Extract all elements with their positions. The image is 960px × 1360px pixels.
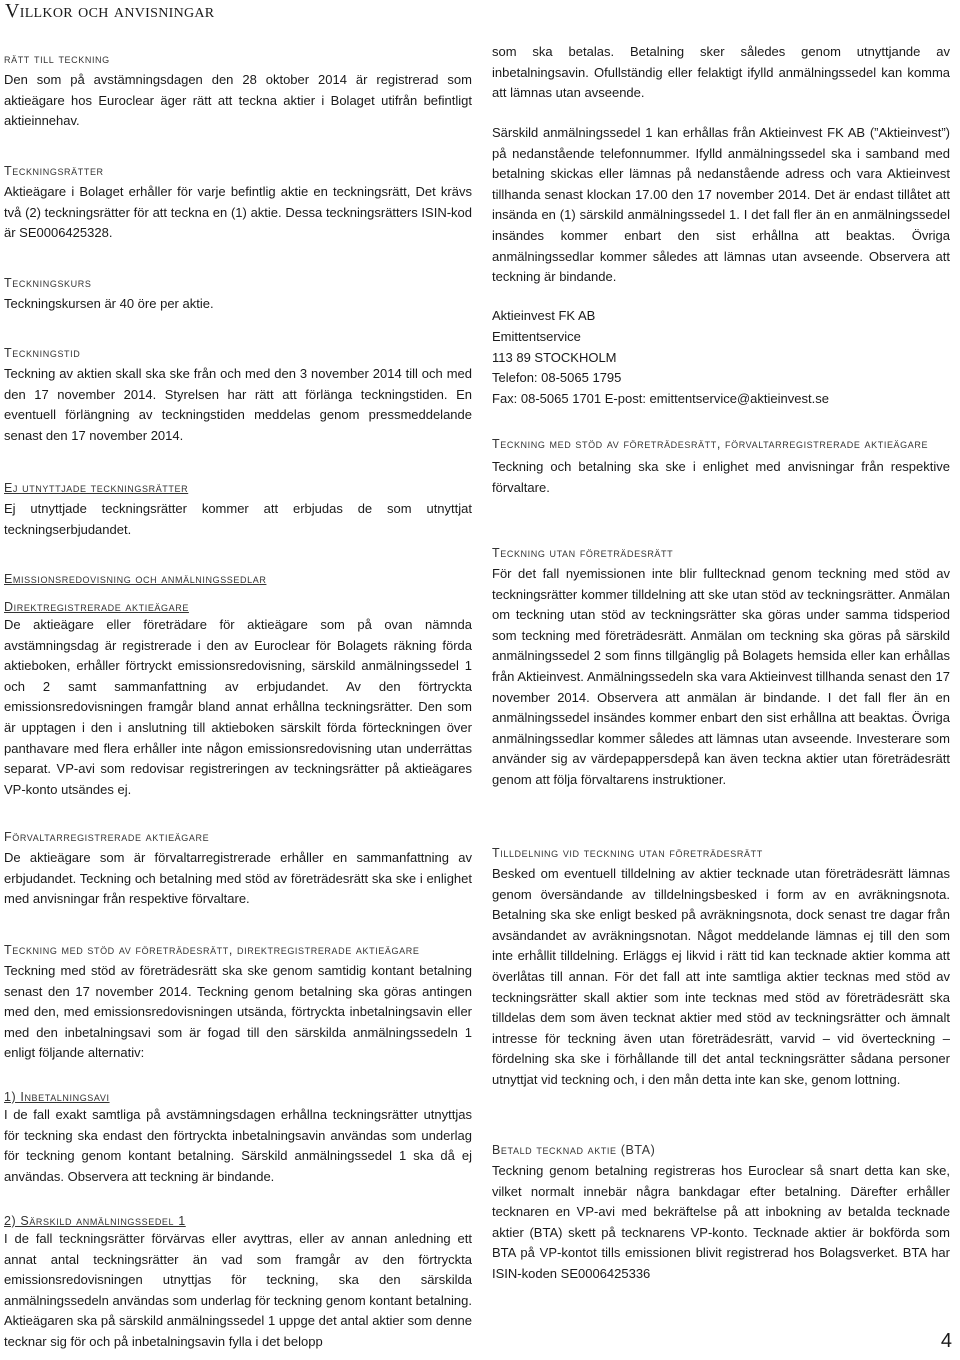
section-text: Teckning av aktien skall ska ske från och med den 3 november 2014 till och med den 17 november 2014. Styrelsen har rätt att förlänga teckningstiden. En eventuell förlängning av teckningstiden meddelas genom pressmeddelande senast den 17 november 2014. bbox=[4, 366, 472, 443]
section-text: De aktieägare som är förvaltarregistrerade erhåller en sammanfattning av erbjudandet. Teckning och betalning med stöd av företrädesrätt ska ske i enlighet med anvisningar från respektive förvaltare. bbox=[4, 850, 472, 907]
section-inbetalningsavi bbox=[4, 1090, 472, 1187]
section-continued bbox=[492, 42, 950, 104]
address-line: 113 89 STOCKHOLM bbox=[492, 349, 617, 365]
section-text: I de fall teckningsrätter förvärvas eller avyttras, eller av annan anledning ett annat antal teckningsrätter än vad som framgår av den förtryckta emissionsredovisningen utnyttjas för teckning, ska den särskilda anmälningssedeln användas som underlag för teckning genom kontant betalning. Aktieägaren ska på särskild anmälningssedel 1 uppge det antal aktier som denne tecknar sig för och på inbetalningsavin fylla i det belopp bbox=[4, 1231, 472, 1349]
section-text: Teckningskursen är 40 öre per aktie. bbox=[4, 296, 214, 311]
section-text: Aktieägare i Bolaget erhåller för varje befintlig aktie en teckningsrätt, Det krävs två (2) teckningsrätter för att teckna en (1) aktie. Dessa teckningsrätters ISIN-kod är SE0006425328. bbox=[4, 184, 472, 241]
section-text: Den som på avstämningsdagen den 28 oktober 2014 är registrerad som aktieägare hos Euroclear äger rätt att teckna aktier i Bolaget utifrån befintligt aktieinnehav. bbox=[4, 72, 472, 129]
section-teckning-direkt bbox=[4, 943, 472, 1064]
section-heading: Tilldelning vid teckning utan företrädesrätt bbox=[492, 846, 763, 860]
page-title: Villkor och anvisningar bbox=[5, 0, 215, 22]
section-sarskild-info bbox=[492, 123, 950, 288]
address-line: Telefon: 08-5065 1795 bbox=[492, 370, 622, 386]
section-ej-utnyttjade bbox=[4, 481, 472, 540]
address-block bbox=[492, 306, 950, 410]
section-heading: Teckningsrätter bbox=[4, 164, 104, 178]
section-teckningsratter bbox=[4, 164, 472, 244]
section-forvaltarregistrerade bbox=[4, 830, 472, 910]
section-text: För det fall nyemissionen inte blir fulltecknad genom teckning med stöd av teckningsrätter kommer tilldelning att ske utan stöd av teckningsrätter. Anmälan om teckning utan stöd av teckningsrätter ska göras under samma tidsperiod som teckning med företrädesrätt. Anmälan om teckning ska göras på särskild anmälningssedel 2 som finns tillgänglig på Bolagets hemsida eller kan erhållas från Aktieinvest. Anmälningssedeln ska vara Aktieinvest tillhanda senast den 17 november 2014. Observera att anmälan är bindande. I det fall fler än en anmälningssedel insändes kommer enbart den sist erhållna att beaktas. Övriga anmälningssedlar kommer således att lämnas utan avseende. Investerare som använder sig av värdepappersdepå kan även teckna aktier utan företrädesrätt genom att följa förvaltarens instruktioner. bbox=[492, 566, 950, 787]
section-heading: Teckning utan företrädesrätt bbox=[492, 546, 674, 560]
section-heading: Teckningstid bbox=[4, 346, 81, 360]
section-text: Teckning och betalning ska ske i enlighet med anvisningar från respektive förvaltare. bbox=[492, 459, 950, 495]
section-sarskild bbox=[4, 1214, 472, 1353]
section-text: Ej utnyttjade teckningsrätter kommer att erbjudas de som utnyttjat teckningserbjudandet. bbox=[4, 501, 472, 537]
section-teckningstid bbox=[4, 346, 472, 446]
section-text: De aktieägare eller företrädare för aktieägare som på ovan nämnda avstämningsdag är registrerade i den av Euroclear för Bolagets räkning förda aktieboken, erhåller förtryckt emissionsredovisning, särskild anmälningssedel 1 och 2 samt sammanfattning av erbjudandet. Av den förtryckta emissionsredovisningen framgår bland annat erhållna teckningsrätter. Den som är upptagen i den i anslutning till aktieboken särskilt förda förteckningen över panthavare med flera erhåller inte någon emissionsredovisning utan underrättas separat. VP-avi som redovisar registreringen av teckningsrätter på aktieägares VP-konto utsändes ej. bbox=[4, 617, 472, 797]
section-teckning-forvaltar bbox=[492, 434, 950, 498]
section-text: Teckning med stöd av företrädesrätt ska ske genom samtidig kontant betalning senast den 17 november 2014. Teckning genom betalning ska göras antingen med den, med emissionsredovisningen utsända, förtryckta inbetalningsavin eller med den inbetalningsavi som är fogad till den särskilda anmälningssedeln 1 enligt följande alternativ: bbox=[4, 963, 472, 1061]
section-heading: Teckningskurs bbox=[4, 276, 92, 290]
address-line: Fax: 08-5065 1701 E-post: emittentservice@aktieinvest.se bbox=[492, 391, 829, 407]
section-emissionsredovisning bbox=[4, 572, 472, 586]
section-heading: Emissionsredovisning och anmälningssedlar bbox=[4, 572, 267, 586]
section-text: Besked om eventuell tilldelning av aktier tecknade utan företrädesrätt lämnas genom översändande av tilldelningsbesked i form av en avräkningsnota. Betalning ska ske enligt besked på avräkningsnota, dock senast tre dagar från avsändandet av avräkningsnotan. Något meddelande lämnas ej till den som inte erhållit tilldelning. Erläggs ej likvid i rätt tid kan tecknade aktier komma att överlåtas till annan. För det fall att inte samtliga aktier tecknas med stöd av teckningsrätter skall aktier som inte tecknas med stöd av företrädesrätt ska tilldelas dem som även tecknat aktier med stöd av teckningsrätter och ämnalt intresse för teckning även utan företrädesrätt, varvid – vid överteckning – fördelning ska ske i förhållande till det antal teckningsrätter sådana personer utnyttjat vid teckning och, i den mån detta inte kan ske, genom lottning. bbox=[492, 866, 950, 1087]
section-heading: Teckning med stöd av företrädesrätt, förvaltarregistrerade aktieägare bbox=[492, 437, 929, 451]
section-tilldelning bbox=[492, 846, 950, 1091]
section-ratt-till-teckning bbox=[4, 52, 472, 132]
section-utan-foretradesratt bbox=[492, 546, 950, 791]
section-text: Särskild anmälningssedel 1 kan erhållas från Aktieinvest FK AB (”Aktieinvest”) på nedanstående telefonnummer. Ifylld anmälningssedel ska i samband med betalning skickas eller lämnas på nedanstående adress och vara Aktieinvest tillhanda senast klockan 17.00 den 17 november 2014. Det är endast tillåtet att insända en (1) särskild anmälningssedel 1. I det fall fler än en anmälningssedel insändes kommer enbart den sist erhållna att beaktas. Övriga anmälningssedlar kommer således att lämnas utan avseende. Observera att teckning är bindande. bbox=[492, 125, 950, 285]
address-line: Aktieinvest FK AB bbox=[492, 308, 596, 323]
address-line: Emittentservice bbox=[492, 328, 581, 344]
section-text: Teckning genom betalning registreras hos Euroclear så snart detta kan ske, vilket normalt innebär några bankdagar efter betalning. Därefter erhåller tecknaren en VP-avi med bekräftelse på att inbokning av betalda tecknade aktier (BTA) skett på tecknarens VP-konto. Tecknade aktier är bokförda som BTA på VP-kontot tills emissionen blivit registrerad hos Bolagsverket. BTA har ISIN-koden SE0006425336 bbox=[492, 1163, 950, 1281]
section-heading: 1) Inbetalningsavi bbox=[4, 1090, 110, 1104]
section-text: I de fall exakt samtliga på avstämningsdagen erhållna teckningsrätter utnyttjas för teckning ska endast den förtryckta inbetalningsavin användas som underlag för teckning genom kontant betalning. Särskild anmälningssedel 1 ska då ej användas. Observera att teckning är bindande. bbox=[4, 1107, 472, 1184]
section-heading: Direktregistrerade aktieägare bbox=[4, 600, 189, 614]
section-bta bbox=[492, 1143, 950, 1285]
section-direktregistrerade bbox=[4, 600, 472, 800]
section-text: som ska betalas. Betalning sker således genom utnyttjande av inbetalningsavin. Ofullständig eller felaktigt ifylld anmälningssedel kan komma att lämnas utan avseende. bbox=[492, 44, 950, 101]
section-heading: rätt till teckning bbox=[4, 52, 110, 66]
section-heading: 2) Särskild anmälningssedel 1 bbox=[4, 1214, 186, 1228]
section-teckningskurs bbox=[4, 276, 472, 315]
section-heading: Förvaltarregistrerade aktieägare bbox=[4, 830, 210, 844]
section-heading: Ej utnyttjade teckningsrätter bbox=[4, 481, 189, 495]
section-heading: Teckning med stöd av företrädesrätt, direktregistrerade aktieägare bbox=[4, 943, 420, 957]
page-number: 4 bbox=[940, 1330, 952, 1352]
section-heading: Betald tecknad aktie (BTA) bbox=[492, 1143, 656, 1157]
